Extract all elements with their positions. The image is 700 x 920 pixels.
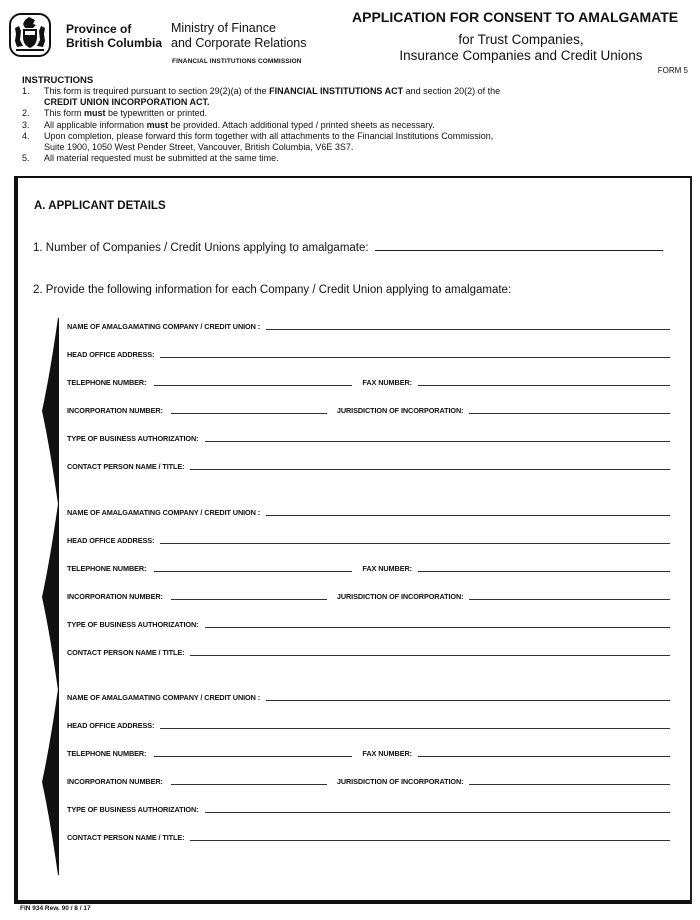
instructions-heading: INSTRUCTIONS [22, 75, 94, 86]
fax-field[interactable] [418, 384, 670, 386]
jurisdiction-label: JURISDICTION OF INCORPORATION: [336, 592, 464, 601]
subtitle-line-1: for Trust Companies, [458, 32, 584, 47]
instruction-item [22, 131, 682, 153]
business-type-row [67, 434, 670, 443]
ministry-line-1: Ministry of Finance [171, 21, 276, 35]
company-name-field[interactable] [266, 328, 670, 330]
business-type-field[interactable] [205, 811, 671, 813]
instruction-text: This form is trequired pursuant to section 29(2)(a) of the [44, 86, 270, 96]
instruction-emphasis: must [146, 119, 169, 130]
instruction-number: 1. [22, 86, 30, 96]
incorporation-row [67, 777, 670, 786]
fax-label: FAX NUMBER: [362, 564, 412, 573]
companies-count-question [33, 242, 663, 254]
instruction-emphasis: must [84, 108, 106, 119]
telephone-field[interactable] [154, 755, 352, 757]
amalgamating-company-group [42, 318, 674, 504]
head-office-field[interactable] [160, 542, 670, 544]
subtitle-line-2: Insurance Companies and Credit Unions [399, 48, 643, 63]
instruction-number: 2. [22, 108, 30, 119]
section-a-heading: A. APPLICANT DETAILS [34, 200, 166, 212]
instruction-item [22, 153, 682, 164]
phone-fax-row [67, 749, 670, 758]
fax-field[interactable] [418, 570, 670, 572]
contact-row [67, 648, 670, 657]
province-line-1: Province of [66, 22, 132, 36]
instruction-number: 5. [22, 153, 30, 164]
instruction-text: be provided. Attach additional typed / printed sheets as necessary. [168, 119, 435, 130]
incorporation-number-field[interactable] [171, 412, 327, 414]
jurisdiction-field[interactable] [469, 412, 670, 414]
bracket-icon [42, 689, 62, 875]
company-name-label: NAME OF AMALGAMATING COMPANY / CREDIT UNION : [67, 322, 261, 331]
instruction-text: All applicable information [44, 119, 147, 130]
head-office-row [67, 721, 670, 730]
instruction-text: and section 20(2) of the [403, 86, 501, 96]
incorporation-number-label: INCORPORATION NUMBER: [67, 406, 163, 415]
head-office-label: HEAD OFFICE ADDRESS: [67, 536, 155, 545]
province-line-2: British Columbia [66, 36, 163, 50]
company-name-label: NAME OF AMALGAMATING COMPANY / CREDIT UNION : [67, 508, 261, 517]
contact-row [67, 462, 670, 471]
business-type-label: TYPE OF BUSINESS AUTHORIZATION: [67, 620, 199, 629]
incorporation-number-field[interactable] [171, 783, 327, 785]
fax-field[interactable] [418, 755, 670, 757]
company-name-row [67, 693, 670, 702]
head-office-row [67, 350, 670, 359]
bracket-icon [42, 504, 62, 690]
form-title: APPLICATION FOR CONSENT TO AMALGAMATE [352, 9, 679, 25]
company-name-field[interactable] [266, 514, 670, 516]
business-type-field[interactable] [205, 440, 671, 442]
phone-fax-row [67, 564, 670, 573]
instruction-text: Upon completion, please forward this form together with all attachments to the Financial Institutions Commission, [44, 130, 494, 141]
telephone-label: TELEPHONE NUMBER: [67, 749, 147, 758]
bracket-icon [42, 318, 62, 504]
ministry-line-2: and Corporate Relations [171, 36, 307, 50]
province-name [66, 22, 162, 50]
fax-label: FAX NUMBER: [362, 749, 412, 758]
contact-person-label: CONTACT PERSON NAME / TITLE: [67, 462, 185, 471]
jurisdiction-label: JURISDICTION OF INCORPORATION: [336, 777, 464, 786]
form-subtitle [348, 32, 694, 64]
instruction-number: 4. [22, 130, 30, 141]
companies-count-field[interactable] [375, 249, 663, 251]
head-office-row [67, 536, 670, 545]
head-office-field[interactable] [160, 356, 670, 358]
company-info-instruction: 2. Provide the following information for each Company / Credit Union applying to amalgamate: [33, 284, 512, 296]
instruction-text: All material requested must be submitted at the same time. [44, 153, 279, 164]
commission-name: FINANCIAL INSTITUTIONS COMMISSION [172, 58, 302, 65]
instruction-address: Suite 1900, 1050 West Pender Street, Vancouver, British Columbia, V6E 3S7. [44, 142, 354, 153]
business-type-label: TYPE OF BUSINESS AUTHORIZATION: [67, 805, 199, 814]
incorporation-number-label: INCORPORATION NUMBER: [67, 592, 163, 601]
head-office-field[interactable] [160, 727, 670, 729]
instruction-emphasis: CREDIT UNION INCORPORATION ACT. [44, 97, 210, 108]
incorporation-row [67, 406, 670, 415]
contact-row [67, 833, 670, 842]
amalgamating-company-group [42, 689, 674, 875]
instruction-emphasis: FINANCIAL INSTITUTIONS ACT [269, 86, 404, 96]
company-name-field[interactable] [266, 699, 670, 701]
phone-fax-row [67, 378, 670, 387]
contact-person-field[interactable] [190, 839, 670, 841]
instruction-number: 3. [22, 119, 30, 130]
telephone-label: TELEPHONE NUMBER: [67, 564, 147, 573]
company-name-row [67, 508, 670, 517]
company-name-row [67, 322, 670, 331]
incorporation-row [67, 592, 670, 601]
instruction-text: be typewritten or printed. [105, 108, 208, 119]
contact-person-field[interactable] [190, 654, 670, 656]
fax-label: FAX NUMBER: [362, 378, 412, 387]
telephone-label: TELEPHONE NUMBER: [67, 378, 147, 387]
instruction-text: This form [44, 108, 85, 119]
telephone-field[interactable] [154, 384, 352, 386]
jurisdiction-field[interactable] [469, 783, 670, 785]
companies-count-label: 1. Number of Companies / Credit Unions applying to amalgamate: [33, 242, 369, 254]
company-name-label: NAME OF AMALGAMATING COMPANY / CREDIT UNION : [67, 693, 261, 702]
incorporation-number-field[interactable] [171, 598, 327, 600]
contact-person-field[interactable] [190, 468, 670, 470]
head-office-label: HEAD OFFICE ADDRESS: [67, 350, 155, 359]
form-number: FORM 5 [657, 66, 688, 75]
business-type-row [67, 620, 670, 629]
jurisdiction-field[interactable] [469, 598, 670, 600]
business-type-row [67, 805, 670, 814]
head-office-label: HEAD OFFICE ADDRESS: [67, 721, 155, 730]
form-code: FIN 934 Rew. 90 / 8 / 17 [20, 905, 91, 912]
instructions-list [22, 86, 682, 164]
contact-person-label: CONTACT PERSON NAME / TITLE: [67, 648, 185, 657]
telephone-field[interactable] [154, 570, 352, 572]
contact-person-label: CONTACT PERSON NAME / TITLE: [67, 833, 185, 842]
bc-coat-of-arms-icon [8, 12, 52, 58]
jurisdiction-label: JURISDICTION OF INCORPORATION: [336, 406, 464, 415]
ministry-name [171, 21, 307, 51]
incorporation-number-label: INCORPORATION NUMBER: [67, 777, 163, 786]
instruction-item [22, 108, 682, 119]
business-type-label: TYPE OF BUSINESS AUTHORIZATION: [67, 434, 199, 443]
business-type-field[interactable] [205, 626, 671, 628]
instruction-item [22, 86, 682, 108]
amalgamating-company-group [42, 504, 674, 690]
instruction-item [22, 120, 682, 131]
